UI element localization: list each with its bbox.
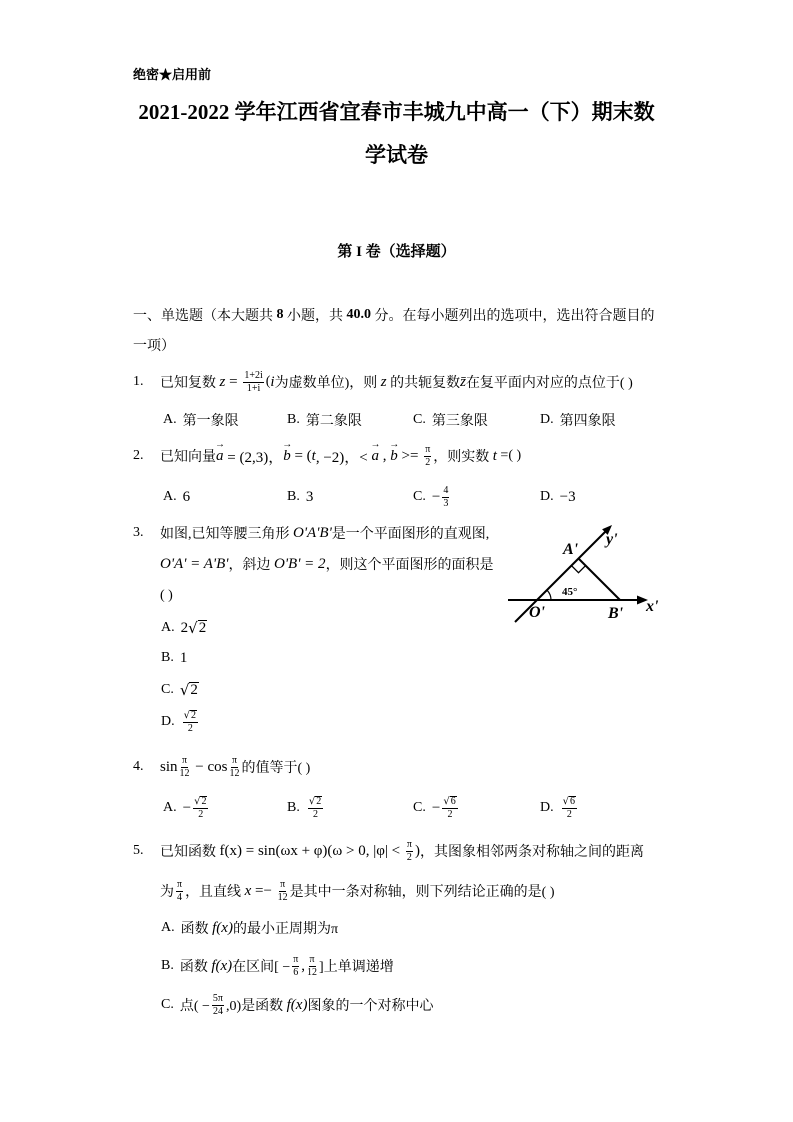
right-angle-mark [571,566,585,573]
fraction-denominator: 12 [229,767,240,779]
part-label: 第 I 卷（选择题） [337,244,456,260]
q1-option-d [540,410,616,430]
label-a-prime: A' [563,541,579,558]
question-3-stem-line-3 [160,586,173,606]
option-sign: − [182,799,192,816]
q1-var-z: z [380,373,387,390]
fraction-numerator: 5π [212,992,223,1004]
option-text: 第三象限 [431,414,488,429]
fraction-denominator: 2 [566,809,572,821]
q4-text: 的值等于( ) [241,761,311,776]
option-fraction [183,710,198,735]
option-letter: D. [161,714,175,729]
fraction-denominator: 4 [177,891,183,903]
label-y-prime: y' [606,531,618,548]
q3-option-b [161,648,187,668]
fraction-numerator: π [293,953,299,965]
section-question-count: 8 [276,307,284,322]
q2-vector-a: → a [216,448,224,465]
fraction-numerator: π [181,754,188,766]
q2-fraction [424,445,431,468]
q2-text: 已知向量 [160,450,216,465]
fraction-numerator: 4 [443,484,449,496]
q2-vector-a: → a [372,448,380,465]
q3-text: ，斜边 [228,558,275,573]
q2-math: , [379,447,391,464]
option-fraction [193,796,208,821]
option-letter: D. [540,412,554,427]
q5-fraction [278,880,288,903]
radicand: 6 [450,795,456,807]
q2-option-d [540,487,576,507]
option-coefficient: 2 [180,619,189,636]
fraction-denominator: 2 [187,723,193,735]
q3-option-d [161,709,200,735]
q1-option-a [163,410,239,430]
q2-vector-b: → b [283,448,291,465]
option-text: ,0)是函数 [225,999,287,1014]
q4-option-c [413,795,460,821]
fraction-numerator [183,710,198,724]
question-3-option-d-row [0,709,793,735]
q5-text: 是其中一条对称轴，则下列结论正确的是( ) [289,885,555,900]
q5-text: ，且直线 [185,885,245,900]
q5-text: ，其图象相邻两条对称轴之间的距离 [419,845,644,860]
section-heading-pre: 一、单选题（本大题共 [133,309,277,324]
option-value: 3 [305,488,314,505]
fraction-denominator: 12 [179,767,190,779]
option-letter: B. [287,800,300,815]
fraction-numerator: 1+2i [244,369,263,381]
radicand: 2 [198,619,207,636]
option-fraction [307,955,317,978]
option-text: 第二象限 [305,414,362,429]
sqrt-sign: √ [183,710,190,722]
question-5-option-c-row [0,992,793,1017]
section-heading-end: 一项） [133,339,175,354]
label-x-prime: x' [646,598,659,615]
option-letter: B. [287,489,300,504]
option-text: 函数 [179,960,212,975]
section-heading-mid: 小题，共 [283,309,347,324]
q5-option-b [161,953,394,978]
fraction-denominator: 12 [277,891,288,903]
q3-text: ( ) [160,588,173,603]
sqrt-sign: √ [443,796,450,808]
q3-triangle-name: O'A'B' [293,524,332,541]
option-letter: A. [161,620,175,635]
option-sign: − [431,488,441,505]
q5-math: ) [414,842,420,859]
section-score: 40.0 [346,307,371,322]
question-4-stem [133,754,311,779]
sqrt-sign: √ [188,619,198,637]
section-heading [133,305,655,325]
option-function: f(x) [212,919,233,936]
q2-option-a [163,487,190,507]
radicand: 2 [190,681,198,698]
question-5-number: 5. [133,843,144,858]
option-value: −3 [559,488,576,505]
option-letter: C. [161,682,174,697]
option-text: 第一象限 [182,414,239,429]
question-5-option-a-row [0,918,793,938]
option-fraction [562,796,577,821]
question-2-options [0,484,793,509]
q1-option-b [287,410,362,430]
q2-var-t: t [492,447,497,464]
title-line-2: 学试卷 [365,143,428,167]
radicand: 6 [570,795,575,807]
radicand: 2 [316,795,322,807]
question-1-stem [133,369,633,394]
q5-math: =− [251,882,276,899]
option-text: ]上单调递增 [319,960,394,975]
option-fraction [442,796,457,821]
q2-math: = (2,3)， [223,449,284,466]
q5-fraction [406,840,413,863]
q1-text: 已知复数 [160,376,220,391]
fraction-denominator: 2 [198,809,204,821]
q3-text: ，则这个平面图形的面积是 [325,558,494,573]
question-2-stem [133,443,522,468]
q2-vector-b: → b [390,448,398,465]
q5-option-a [161,918,338,938]
fraction-numerator: π [406,838,412,850]
q3-option-c [161,680,199,700]
option-fraction [442,486,449,509]
label-b-prime: B' [608,605,624,622]
q5-text: 已知函数 [160,845,220,860]
q2-option-b [287,487,313,507]
fraction-denominator: 12 [307,966,318,978]
q5-function: f(x) = sin(ωx + φ)(ω > 0, |φ| < [219,842,404,859]
option-letter: B. [161,650,174,665]
section-heading-post: 分。在每小题列出的选项中，选出符合题目的 [371,309,655,324]
q3-math: O'A' = A'B' [160,555,229,572]
fraction-numerator [562,796,577,810]
question-1-number: 1. [133,374,144,389]
question-3-option-b-row [0,648,793,668]
q4-option-a [163,795,210,821]
q5-text: 为 [160,885,174,900]
option-letter: C. [161,997,174,1012]
question-3-option-c-row [0,680,793,700]
question-5-stem-line-2 [160,878,555,903]
option-letter: D. [540,800,554,815]
title-line-1: 2021-2022 学年江西省宜春市丰城九中高一（下）期末数 [138,100,655,124]
q2-var-t: t [311,447,316,464]
option-letter: B. [161,958,174,973]
q4-cos: − cos [191,758,228,775]
question-5-option-b-row [0,953,793,978]
q3-text: 是一个平面图形的直观图, [331,527,490,542]
section-heading-line-2 [133,335,175,355]
sqrt-sign: √ [179,681,190,699]
option-fraction [292,955,299,978]
q1-fraction [243,371,263,394]
option-text: 图象的一个对称中心 [307,999,434,1014]
fraction-denominator: 2 [447,809,453,821]
fraction-numerator [193,796,208,810]
question-4-options [0,795,793,821]
fraction-numerator: π [231,754,238,766]
label-o-prime: O' [529,604,545,621]
option-function: f(x) [211,957,233,974]
q2-option-c [413,484,451,509]
fraction-denominator: 1+i [246,382,261,394]
fraction-denominator: 2 [406,851,412,863]
q3-math: O'B' = 2 [274,555,326,572]
fraction-numerator: π [425,443,431,455]
q1-text: 为虚数单位)，则 [274,376,381,391]
option-fraction [212,994,224,1017]
option-letter: C. [413,800,426,815]
q1-option-c [413,410,488,430]
sqrt-sign: √ [194,796,201,808]
q2-math: = ( [290,447,312,464]
q3-option-a [161,618,207,638]
option-value: 1 [179,649,188,666]
radicand: 2 [201,795,207,807]
angle-arc [547,590,551,600]
question-4-number: 4. [133,759,144,774]
fraction-numerator: π [177,878,183,890]
q5-option-c [161,992,434,1017]
option-letter: B. [287,412,300,427]
fraction-denominator: 3 [443,497,449,509]
option-letter: A. [161,920,175,935]
question-3-stem-line-1 [133,523,489,543]
fraction-denominator: 6 [293,966,299,978]
q3-figure [500,520,670,630]
fraction-numerator: π [309,953,315,965]
q5-fraction [176,880,183,903]
q4-fraction [229,756,239,779]
option-text: 的最小正周期为π [232,922,339,937]
fraction-denominator: 2 [313,809,319,821]
question-3-number: 3. [133,525,144,540]
q1-var-z-conjugate: z̄ [460,373,466,390]
option-value: 6 [182,488,191,505]
q2-text: ，则实数 [433,450,493,465]
segment-a-b [579,559,621,601]
radicand: 2 [191,709,196,721]
q4-option-b [287,795,325,821]
option-comma: , [301,957,306,974]
q1-text: 在复平面内对应的点位于( ) [465,376,633,391]
fraction-denominator: 2 [425,456,431,468]
confidential-mark: 绝密★启用前 [133,67,212,82]
fraction-numerator [308,796,323,810]
question-2-number: 2. [133,448,144,463]
q5-var-x: x [244,882,252,899]
question-3-stem-line-2 [160,554,494,574]
option-function: f(x) [286,996,308,1013]
q1-var-z: z [219,373,226,390]
fraction-denominator: 24 [212,1005,223,1017]
option-sign: − [431,799,441,816]
q1-var-i: i [270,373,275,390]
option-letter: A. [163,412,177,427]
fraction-numerator [442,796,457,810]
sqrt-sign: √ [308,796,316,808]
q2-math: , −2)，< [315,449,372,466]
q2-text: =( ) [496,448,522,463]
q1-equals: = [225,373,242,390]
option-text: 函数 [180,922,213,937]
label-angle: 45° [562,586,578,598]
option-letter: C. [413,412,426,427]
option-letter: C. [413,489,426,504]
q3-text: 如图,已知等腰三角形 [160,527,293,542]
option-letter: A. [163,800,177,815]
q4-option-d [540,795,579,821]
q1-text: ( [265,374,271,389]
q4-fraction [180,756,190,779]
q2-math: >= [397,447,423,464]
sqrt-sign: √ [562,796,569,808]
q4-sin: sin [160,758,178,775]
question-1-options [0,410,793,430]
q1-text: 的共轭复数 [386,376,461,391]
question-5-stem-line-1 [133,838,644,863]
option-text: 点( − [179,999,210,1014]
option-text: 第四象限 [559,414,616,429]
option-fraction [308,796,323,821]
fraction-numerator: π [280,878,286,890]
question-3-option-a-row [0,618,793,638]
option-letter: A. [163,489,177,504]
option-text: 在区间[ − [232,960,291,975]
option-letter: D. [540,489,554,504]
